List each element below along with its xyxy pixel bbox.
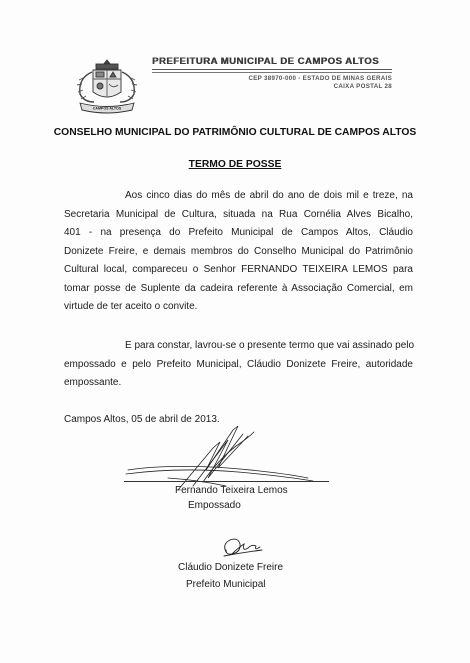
paragraph-line: empossante. [64, 377, 122, 388]
paragraph-line: Donizete Freire, e demais membros do Conselho Municipal do Patrimônio [64, 245, 413, 257]
handwritten-signature-prefeito [218, 532, 268, 562]
document-title: CONSELHO MUNICIPAL DO PATRIMÔNIO CULTURAL DE CAMPOS ALTOS [53, 127, 417, 138]
municipal-crest [60, 58, 154, 114]
letterhead-rule-thin [152, 72, 392, 73]
signatory-role-prefeito: Prefeito Municipal [186, 579, 266, 590]
paragraph-line: empossado e pelo Prefeito Municipal, Cláudio Donizete Freire, autoridade [64, 358, 413, 370]
paragraph-2 [64, 337, 413, 393]
paragraph-line: 401 - na presença do Prefeito Municipal de Campos Altos, Cláudio [64, 227, 413, 238]
signatory-name-empossado: Fernando Teixeira Lemos [175, 485, 288, 496]
date-line: Campos Altos, 05 de abril de 2013. [64, 414, 220, 425]
document-subtitle: TERMO DE POSSE [188, 159, 282, 170]
signatory-name-prefeito: Cláudio Donizete Freire [178, 562, 284, 573]
paragraph-line: virtude de ter aceito o convite. [64, 301, 198, 312]
letterhead-address: CEP 38970-000 - ESTADO DE MINAS GERAIS [248, 75, 392, 82]
paragraph-line: tomar posse de Suplente da cadeira referente à Associação Comercial, em [64, 282, 413, 294]
signature-line-empossado [124, 481, 329, 482]
letterhead-po-box: CAIXA POSTAL 28 [333, 83, 392, 90]
paragraph-line: Aos cinco dias do mês de abril do ano de dois mil e treze, na [125, 190, 413, 201]
paragraph-line: E para constar, lavrou-se o presente termo que vai assinado pelo [125, 340, 415, 351]
letterhead-title: PREFEITURA MUNICIPAL DE CAMPOS ALTOS [152, 56, 379, 67]
paragraph-line: Cultural local, compareceu o Senhor FERNANDO TEIXEIRA LEMOS para [64, 264, 413, 275]
paragraph-line: Secretaria Municipal de Cultura, situada na Rua Cornélia Alves Bicalho, [64, 208, 413, 220]
letterhead-rule [152, 69, 392, 70]
signatory-role-empossado: Empossado [188, 500, 241, 511]
paragraph-1 [64, 187, 413, 317]
crest-caption: CAMPOS ALTOS [92, 106, 122, 111]
